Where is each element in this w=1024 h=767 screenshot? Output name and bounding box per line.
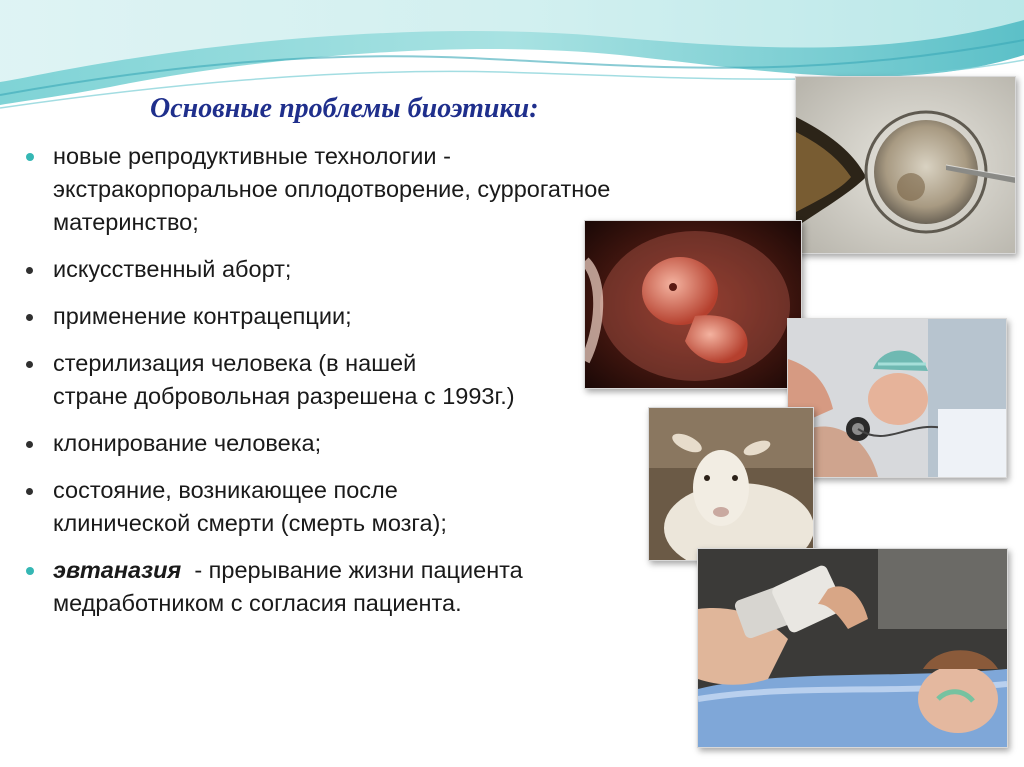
bullet-dot-icon <box>26 361 33 368</box>
bullet-dot-icon <box>26 314 33 321</box>
list-item-line: медработником с согласия пациента. <box>53 590 462 616</box>
icsi-micrograph <box>795 76 1016 254</box>
list-item-line: стерилизация человека (в нашей <box>53 350 417 376</box>
list-item <box>22 554 802 620</box>
list-item-line: клонирование человека; <box>53 430 322 456</box>
list-item-line: клинической смерти (смерть мозга); <box>53 510 447 536</box>
bullet-dot-icon <box>26 153 34 161</box>
sheep-photo <box>648 407 814 561</box>
bullet-dot-icon <box>26 488 33 495</box>
list-item-line: стране добровольная разрешена с 1993г.) <box>53 383 515 409</box>
list-item-line: экстракорпоральное оплодотворение, суррогатное <box>53 176 611 202</box>
bullet-dot-icon <box>26 567 34 575</box>
list-item-line: применение контрацепции; <box>53 303 352 329</box>
bullet-dot-icon <box>26 441 33 448</box>
premature-infant-photo <box>787 318 1007 478</box>
list-item-line: материнство; <box>53 209 199 235</box>
list-item-line: состояние, возникающее после <box>53 477 398 503</box>
bullet-dot-icon <box>26 267 33 274</box>
euthanasia-term: эвтаназия <box>53 557 182 583</box>
fetus-photo <box>584 220 802 389</box>
list-item-line: искусственный аборт; <box>53 256 292 282</box>
list-item-line: новые репродуктивные технологии - <box>53 143 451 169</box>
euthanasia-definition: - прерывание жизни пациента <box>181 557 523 583</box>
slide-title: Основные проблемы биоэтики: <box>150 93 539 124</box>
defibrillation-photo <box>697 548 1008 748</box>
